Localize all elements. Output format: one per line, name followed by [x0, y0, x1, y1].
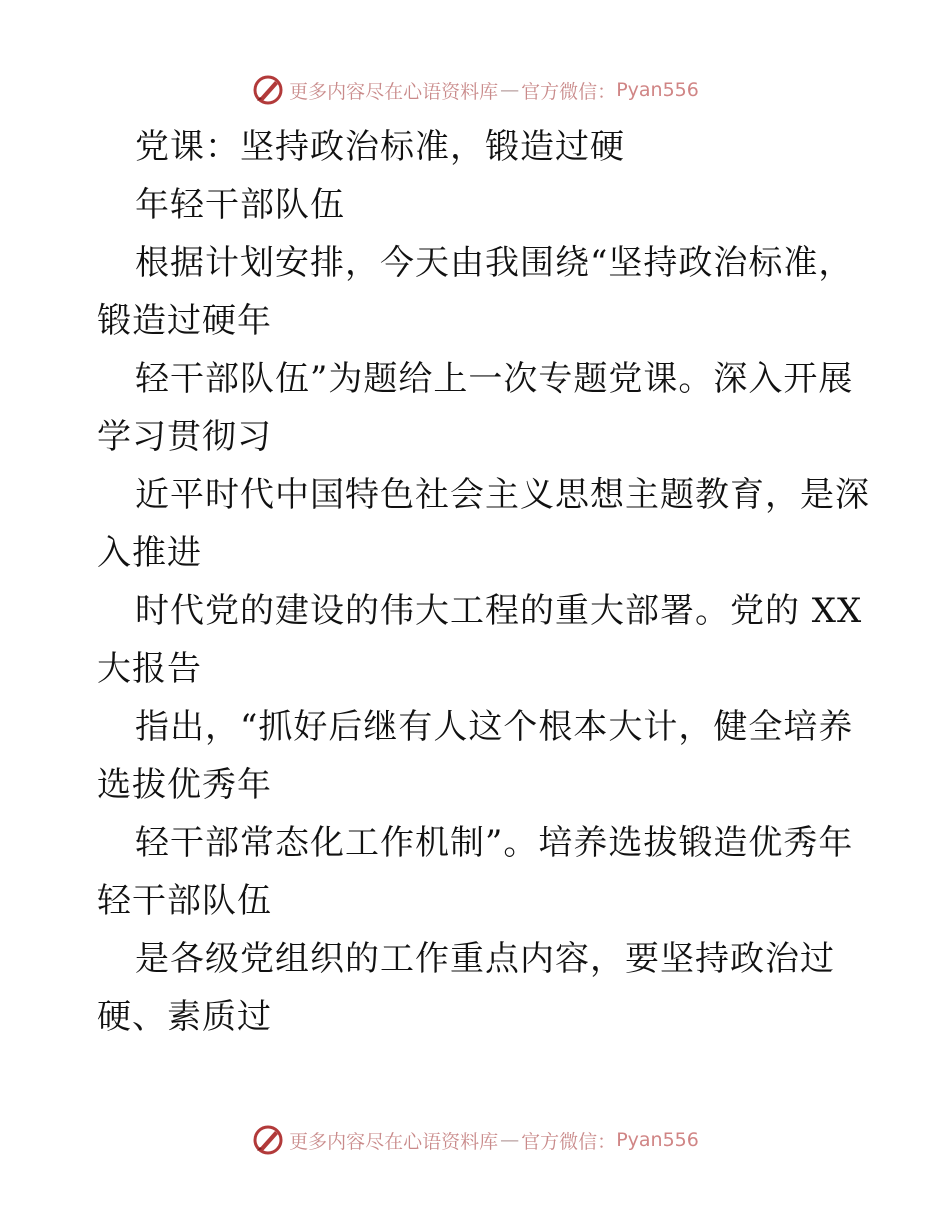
watermark-separator: — — [500, 79, 520, 101]
footer-watermark — [0, 1120, 950, 1160]
header-watermark — [0, 70, 950, 110]
text-line: 入推进 — [97, 533, 202, 573]
watermark-wechat-label: 官方微信： — [521, 1130, 617, 1153]
text-line: 党课：坚持政治标准，锻造过硬 — [135, 127, 625, 167]
pen-logo-icon — [251, 1123, 285, 1157]
watermark-wechat-id: Pyan556 — [616, 1129, 699, 1151]
text-line: 近平时代中国特色社会主义思想主题教育，是深 — [135, 475, 870, 515]
text-line: 根据计划安排，今天由我围绕“坚持政治标准， — [135, 243, 854, 283]
watermark-separator: — — [500, 1129, 520, 1151]
text-line: 是各级党组织的工作重点内容，要坚持政治过 — [135, 939, 835, 979]
text-line: 大报告 — [97, 649, 202, 689]
text-line: 轻干部队伍 — [97, 881, 272, 921]
text-line: 年轻干部队伍 — [135, 185, 345, 225]
text-line: 学习贯彻习 — [97, 417, 272, 457]
text-line: 轻干部队伍”为题给上一次专题党课。深入开展 — [135, 359, 854, 399]
text-line: 时代党的建设的伟大工程的重大部署。党的 XX — [135, 591, 863, 631]
watermark-wechat-label: 官方微信： — [521, 80, 617, 103]
text-line: 锻造过硬年 — [97, 301, 272, 341]
watermark-text: 更多内容尽在心语资料库 — [289, 1130, 499, 1153]
text-line: 选拔优秀年 — [97, 765, 272, 805]
text-line: 硬、素质过 — [97, 997, 272, 1037]
pen-logo-icon — [251, 73, 285, 107]
watermark-text: 更多内容尽在心语资料库 — [289, 80, 499, 103]
text-line: 轻干部常态化工作机制”。培养选拔锻造优秀年 — [135, 823, 854, 863]
text-line: 指出，“抓好后继有人这个根本大计，健全培养 — [135, 707, 854, 747]
watermark-wechat-id: Pyan556 — [616, 79, 699, 101]
document-body — [97, 118, 870, 1046]
